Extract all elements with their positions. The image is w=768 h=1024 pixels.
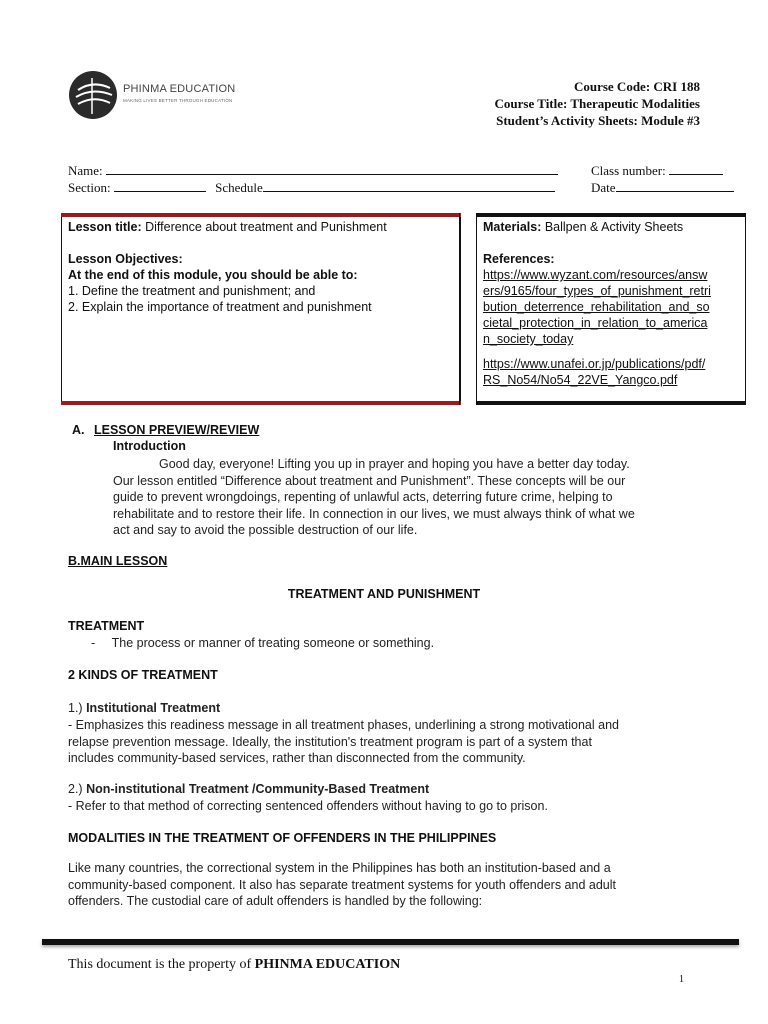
kind-1-line-2: relapse prevention message. Ideally, the institution's treatment program is part of a system that: [68, 734, 592, 749]
references-label: References:: [483, 252, 555, 266]
name-line[interactable]: [106, 162, 558, 175]
lesson-title-line: [68, 219, 458, 235]
treatment-definition-row: [91, 635, 434, 652]
reference-1-line-4[interactable]: cietal_protection_in_relation_to_america: [483, 316, 708, 330]
logo-name: PHINMA EDUCATION: [123, 83, 236, 95]
kind-1-description: [68, 717, 748, 767]
introduction-heading: Introduction: [113, 439, 186, 453]
footer-bar: [42, 939, 739, 945]
lesson-box-left: [61, 213, 461, 401]
lesson-box-right: [476, 213, 746, 401]
date-line[interactable]: [616, 179, 734, 192]
kind-2-title: Non-institutional Treatment /Community-Based Treatment: [86, 782, 430, 796]
objective-1: 1. Define the treatment and punishment; and: [68, 284, 316, 298]
intro-line-3: guide to prevent wrongdoings, repenting of unlawful acts, deterring future crime, helping to: [113, 490, 613, 504]
schedule-label: Schedule: [215, 180, 263, 195]
section-label: Section:: [68, 180, 111, 195]
reference-1-line-1[interactable]: https://www.wyzant.com/resources/answ: [483, 268, 708, 282]
name-label: Name:: [68, 163, 103, 178]
course-title: Course Title: Therapeutic Modalities: [494, 96, 700, 111]
section-a-letter: A.: [72, 423, 85, 437]
treatment-dash: -: [91, 636, 96, 650]
lesson-box-top-border: [61, 213, 461, 217]
modalities-line-3: offenders. The custodial care of adult offenders is handled by the following:: [68, 894, 483, 908]
kind-1-number: 1.): [68, 701, 83, 715]
materials-value: Ballpen & Activity Sheets: [544, 220, 684, 234]
materials-box-bottom-border: [476, 401, 746, 405]
reference-2-line-2[interactable]: RS_No54/No54_22VE_Yangco.pdf: [483, 373, 678, 387]
treatment-heading: TREATMENT: [68, 619, 145, 633]
introduction-paragraph: [113, 456, 713, 539]
reference-1-line-3[interactable]: bution_deterrence_rehabilitation_and_so: [483, 300, 710, 314]
date-label: Date: [591, 180, 616, 195]
kinds-heading: 2 KINDS OF TREATMENT: [68, 668, 218, 682]
kind-1-title: Institutional Treatment: [86, 701, 221, 715]
name-field-row: [68, 162, 558, 179]
modalities-paragraph: [68, 860, 748, 910]
reference-2-line-1[interactable]: https://www.unafei.or.jp/publications/pdf/: [483, 357, 706, 371]
treatment-punishment-title: TREATMENT AND PUNISHMENT: [287, 587, 481, 601]
section-field-row: [68, 179, 555, 196]
phinma-logo-icon: [68, 70, 118, 120]
class-number-line[interactable]: [669, 162, 723, 175]
main-lesson-heading: B.MAIN LESSON: [68, 554, 168, 568]
footer-prefix: This document is the property of: [68, 957, 255, 972]
objectives-intro: At the end of this module, you should be able to:: [68, 268, 358, 282]
schedule-line[interactable]: [263, 179, 555, 192]
kind-2-title-row: [68, 781, 429, 798]
lesson-title: Difference about treatment and Punishment: [145, 220, 387, 234]
section-line[interactable]: [114, 179, 206, 192]
kind-1-line-3: includes community-based services, rather than disconnected from the community.: [68, 751, 526, 765]
objectives-label: Lesson Objectives:: [68, 252, 183, 266]
materials-box-top-border: [476, 213, 746, 217]
kind-1-title-row: [68, 700, 220, 717]
lesson-box-gap: [459, 213, 476, 405]
kind-2-description: - Refer to that method of correcting sentenced offenders without having to go to prison.: [68, 799, 548, 813]
section-a-heading: [72, 423, 259, 437]
treatment-definition: The process or manner of treating someone or something.: [111, 636, 435, 650]
reference-link-2[interactable]: [483, 356, 737, 388]
class-number-label: Class number:: [591, 163, 666, 178]
objective-2: 2. Explain the importance of treatment and punishment: [68, 300, 372, 314]
lesson-title-label: Lesson title:: [68, 220, 142, 234]
reference-1-line-5[interactable]: n_society_today: [483, 332, 574, 346]
course-code: Course Code: CRI 188: [573, 79, 700, 94]
reference-link-1[interactable]: [483, 267, 737, 347]
page-number: 1: [679, 974, 684, 985]
lesson-box-bottom-border: [61, 401, 461, 405]
date-field-row: [591, 179, 734, 196]
modalities-line-2: community-based component. It also has separate treatment systems for youth offenders and adult: [68, 877, 616, 892]
footer-text: [68, 957, 400, 973]
reference-1-line-2[interactable]: ers/9165/four_types_of_punishment_retri: [483, 284, 711, 298]
course-info: [495, 78, 700, 129]
activity-sheet-title: Student’s Activity Sheets: Module #3: [496, 113, 700, 128]
materials-line: [483, 219, 737, 235]
intro-line-2: Our lesson entitled “Difference about treatment and Punishment”. These concepts will be our: [113, 473, 626, 488]
modalities-heading: MODALITIES IN THE TREATMENT OF OFFENDERS IN THE PHILIPPINES: [68, 831, 497, 845]
intro-line-4: rehabilitate and to restore their life. In connection in our lives, we must always think of what we: [113, 506, 635, 521]
kind-2-number: 2.): [68, 782, 83, 796]
section-a-title: LESSON PREVIEW/REVIEW: [93, 423, 260, 437]
class-number-row: [591, 162, 723, 179]
phinma-logo: [68, 70, 238, 120]
logo-tagline: MAKING LIVES BETTER THROUGH EDUCATION: [123, 98, 233, 103]
kind-1-line-1: - Emphasizes this readiness message in all treatment phases, underlining a strong motivational and: [68, 718, 619, 732]
footer-org: PHINMA EDUCATION: [254, 957, 401, 972]
intro-line-5: act and say to avoid the possible destruction of our life.: [113, 523, 418, 537]
intro-line-1: Good day, everyone! Lifting you up in prayer and hoping you have a better day today.: [159, 457, 630, 471]
modalities-line-1: Like many countries, the correctional system in the Philippines has both an institution-based and a: [68, 861, 611, 875]
materials-label: Materials:: [483, 220, 542, 234]
